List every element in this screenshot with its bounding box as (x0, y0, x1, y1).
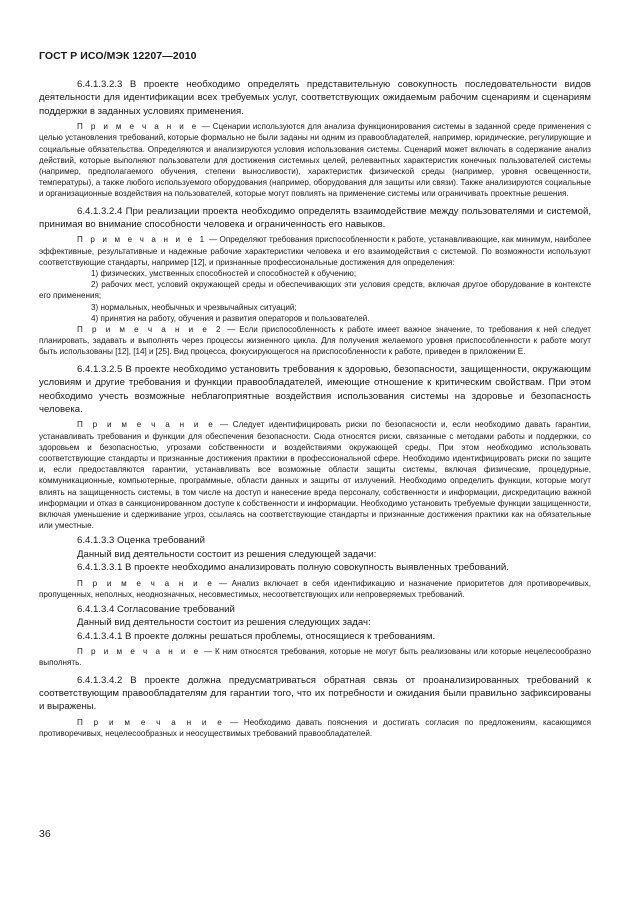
note-text: — Сценарии используются для анализа функционирования системы в заданной среде применения с целью установления требований, которые формально не были заданы ни одним из правообладателей, например, юридические, регулирующие и социальные обязательства. Определяются и анализируются условия использования системы. Сценарий может включать в содержание анализ действий, которые выполняют пользователи для достижения системных целей, релевантных характеристик конечных пользователей системы (например, предполагаемого обучения, степени выносливости), характеристик физической среды (например, уровня освещенности, температуры), а также любого используемого оборудования (например, оборудования для защиты или связи). Также анализируются социальные и организационные воздействия на пользователей, которые могут повлиять на применение системы или ограничивать проектные решения. (39, 122, 591, 199)
paragraph-6-4-1-3-4-2: 6.4.1.3.4.2 В проекте должна предусматриваться обратная связь от проанализированных требований к соответствующим правообладателям для гарантии того, что их потребности и ожидания были правильно зафиксированы и выражены. (39, 674, 591, 713)
heading-6-4-1-3-4: 6.4.1.3.4 Согласование требований (77, 603, 235, 615)
note-text: — Если приспособленность к работе имеет важное значение, то требования к ней следует планировать, задавать и выполнять через процессы жизненного цикла. Для получения желаемого уровня приспособленности к работе могут быть использованы [12], [14] и [25]. Вид процесса, фокусирующегося на приспособленности к работе, приведен в приложении Е. (39, 325, 591, 357)
note-1-work-suitability (39, 234, 591, 268)
paragraph-6-4-1-3-2-3: 6.4.1.3.2.3 В проекте необходимо определять представительную совокупность последовательности видов деятельности для идентификации всех требуемых услуг, соответствующих ожидаемым рабочим сценариям и сценариям поддержки в заданных условиях применения. (39, 79, 591, 117)
note-label: П р и м е ч а н и е (77, 420, 216, 430)
paragraph-tasks-intro: Данный вид деятельности состоит из решения следующих задач: (77, 617, 371, 629)
note-text: — К ним относятся требования, которые не могут быть реализованы или которые нецелесообразно выполнять. (39, 647, 591, 668)
note-analysis (39, 578, 591, 600)
list-item-3: 3) нормальных, необычных и чрезвычайных ситуаций; (91, 302, 297, 312)
note-label: П р и м е ч а н и е 2 (77, 325, 224, 335)
paragraph-6-4-1-3-3-1: 6.4.1.3.3.1 В проекте необходимо анализировать полную совокупность выявленных требований. (77, 562, 509, 574)
note-label: П р и м е ч а н и е (77, 122, 199, 132)
note-security (39, 419, 591, 531)
note-text: — Анализ включает в себя идентификацию и назначение приоритетов для противоречивых, пропущенных, неполных, неоднозначных, несовместимых, несоответствующих или непроверяемых требований. (39, 578, 591, 599)
note-label: П р и м е ч а н и е (77, 717, 225, 727)
paragraph-6-4-1-3-2-4: 6.4.1.3.2.4 При реализации проекта необходимо определять взаимодействие между пользователями и системой, принимая во внимание способности человека и ограниченность его навыков. (39, 205, 591, 231)
list-item-1: 1) физических, умственных способностей и способностей к обучению; (91, 269, 357, 279)
note-label: П р и м е ч а н и е 1 (77, 235, 207, 245)
page-content (39, 78, 591, 739)
page-number: 36 (39, 828, 51, 840)
note-label: П р и м е ч а н и е (77, 647, 201, 657)
note-agreement (39, 717, 591, 739)
note-text: — Следует идентифицировать риски по безопасности и, если необходимо давать гарантии, устанавливать требования и функции для обеспечения безопасности. Сюда относятся риски, связанные с методами работы и поддержки, со здоровьем и безопасностью, угрозами собственности и воздействиями окружающей среды. При этом необходимо использовать соответствующие стандарты и признанные достижения практики в профессиональной сфере. Необходимо идентифицировать риски по защите и, если предоставляются гарантии, устанавливать все возможные области защиты системы, включая физические, процедурные, коммуникационные, компьютерные, программные, области данных и защиты от излучений. Необходимо определить функции, которые могут влиять на защищенность системы, в том числе на доступ и нанесение вреда персоналу, собственности и информации, дискредитацию важной информации и отказ в санкционированном доступе к собственности и информации. Необходимо установить требуемые функции защищенности, включая уменьшение и сдерживание угроз, ссылаясь на соответствующие стандарты и признанные достижения практики как на обязательные или уместные. (39, 420, 591, 531)
list-item-4: 4) принятия на работу, обучения и развития операторов и пользователей. (91, 313, 370, 323)
document-header: ГОСТ Р ИСО/МЭК 12207—2010 (39, 50, 197, 62)
note-text: — Необходимо давать пояснения и достигать согласия по предложениям, касающимся противоречивых, нецелесообразных и неосуществимых требований правообладателей. (39, 717, 591, 739)
paragraph-6-4-1-3-4-1: 6.4.1.3.4.1 В проекте должны решаться проблемы, относящиеся к требованиям. (77, 630, 436, 642)
list-item-2: 2) рабочих мест, условий окружающей среды и обеспечивающих эти условия средств, включая другое оборудование в контексте его применения; (39, 280, 591, 301)
note-text: — Определяют требования приспособленности к работе, устанавливающие, как минимум, наиболее эффективные, результативные и надежные рабочие характеристики человека и его взаимодействия с системой. По возможности используют соответствующие стандарты, например [12], и признанные профессиональные достижения для определения: (39, 235, 591, 267)
note-2-lifecycle (39, 324, 591, 358)
note-label: П р и м е ч а н и е (77, 578, 215, 588)
paragraph-task-intro: Данный вид деятельности состоит из решения следующей задачи: (77, 548, 377, 560)
note-infeasible (39, 646, 591, 668)
heading-6-4-1-3-3: 6.4.1.3.3 Оценка требований (77, 535, 206, 547)
paragraph-6-4-1-3-2-5: 6.4.1.3.2.5 В проекте необходимо установить требования к здоровью, безопасности, защищенности, окружающим условиям и другие требования и функции правообладателей, имеющие отношение к критическим свойствам. При этом необходимо учесть возможные неблагоприятные воздействия использования системы на здоровье и безопасность человека. (39, 363, 591, 415)
note-scenarios (39, 121, 591, 199)
